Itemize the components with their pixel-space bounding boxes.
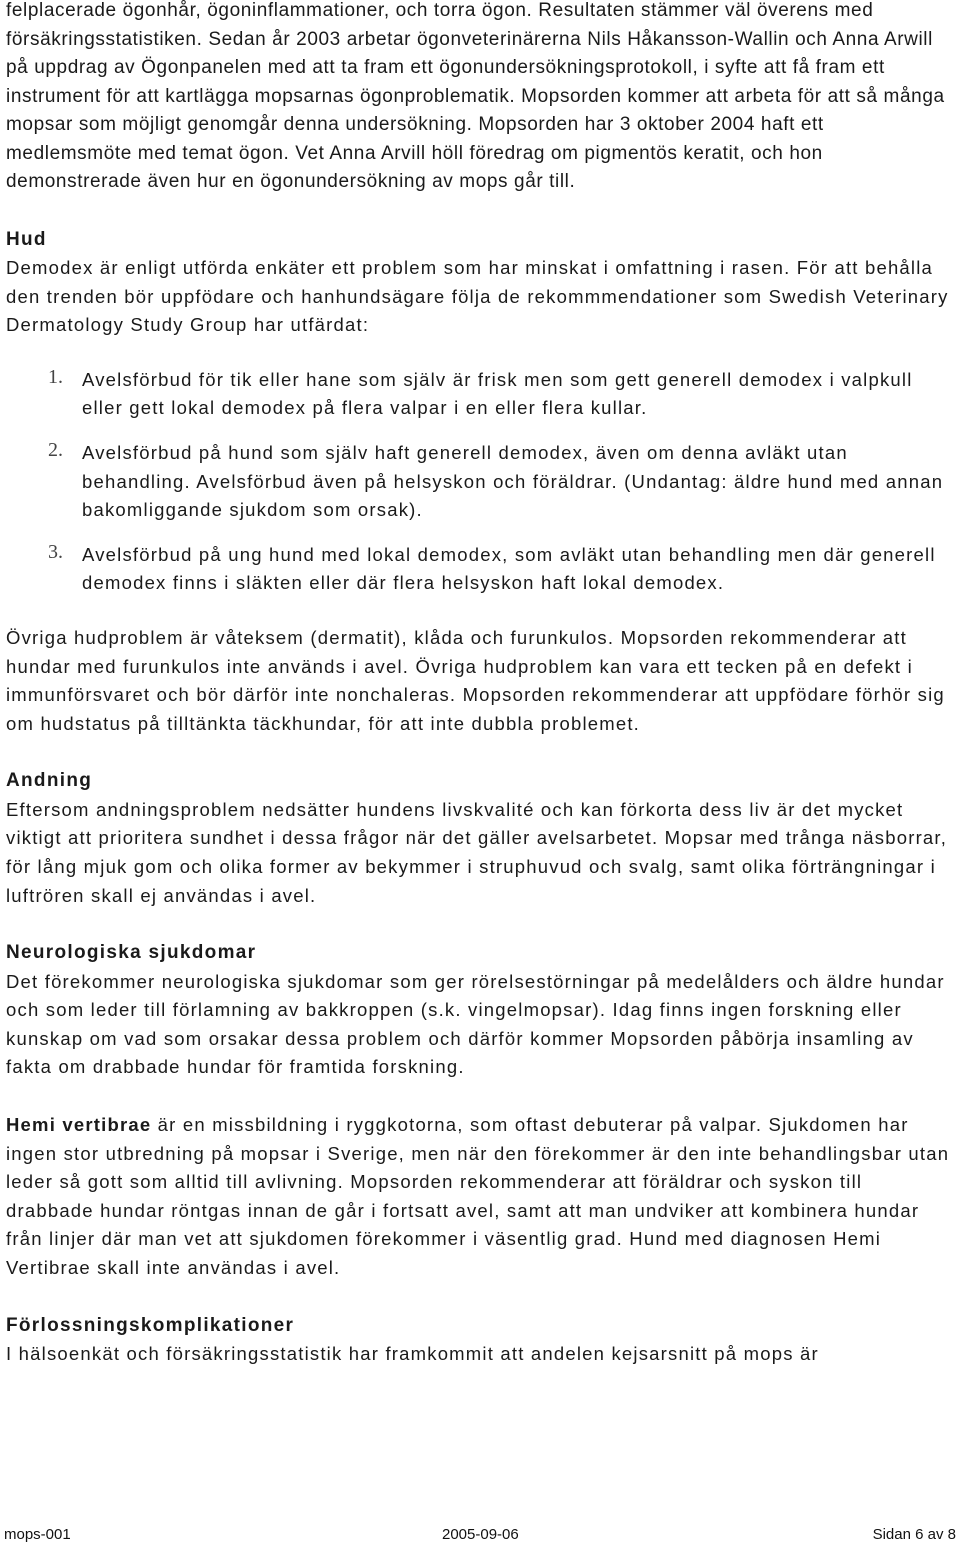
forlossning-paragraph: I hälsoenkät och försäkringsstatistik har framkommit att andelen kejsarsnitt på mops är bbox=[6, 1343, 819, 1365]
heading-neurologiska-sjukdomar: Neurologiska sjukdomar bbox=[6, 942, 257, 964]
heading-forlossningskomplikationer: Förlossningskomplikationer bbox=[6, 1314, 295, 1336]
section-neurologiska-sjukdomar bbox=[6, 939, 954, 1082]
section-hud bbox=[6, 226, 954, 739]
heading-andning: Andning bbox=[6, 770, 93, 792]
section-forlossningskomplikationer bbox=[6, 1312, 954, 1369]
list-item-number: 2. bbox=[48, 438, 63, 461]
section-andning bbox=[6, 767, 954, 910]
hemi-vertibrae-text: är en missbildning i ryggkotorna, som oftast debuterar på valpar. Sjukdomen har ingen stor utbredning på mopsar i Sverige, men när den förekommer är den inte behandlingsbar utan leder så gott som alltid till avlivning. Mopsorden rekommenderar att föräldrar och syskon till drabbade hundar röntgas innan de går i fortsatt avel, samt att man undviker att kombinera hundar från linjer där man vet att sjukdomen förekommer i väsentlig grad. Hund med diagnosen Hemi Vertibrae skall inte användas i avel. bbox=[6, 1114, 950, 1279]
footer-date: 2005-09-06 bbox=[442, 1526, 519, 1543]
list-item bbox=[6, 439, 954, 525]
section-hemi-vertibrae bbox=[6, 1111, 954, 1283]
page-footer bbox=[4, 1526, 956, 1546]
list-item-text: Avelsförbud för tik eller hane som själv är frisk men som gett generell demodex i valpkull eller gett lokal demodex på flera valpar i en eller flera kullar. bbox=[82, 368, 913, 419]
list-item bbox=[6, 366, 954, 423]
hud-intro-paragraph: Demodex är enligt utförda enkäter ett problem som har minskat i omfattning i rasen. För att behålla den trenden bör uppfödare och hanhundsägare följa de rekommmendationer som Swedish Veterinary Dermatology Study Group har utfärdat: bbox=[6, 257, 949, 336]
list-item-text: Avelsförbud på ung hund med lokal demodex, som avläkt utan behandling men där generell demodex finns i släkten eller där flera helsyskon haft lokal demodex. bbox=[82, 543, 936, 594]
andning-paragraph: Eftersom andningsproblem nedsätter hundens livskvalité och kan förkorta dess liv är det mycket viktigt att prioritera sundhet i dessa frågor när det gäller avelsarbetet. Mopsar med trånga näsborrar, för lång mjuk gom och olika former av bekymmer i struphuvud och svalg, samt olika förträngningar i luftrören skall ej användas i avel. bbox=[6, 798, 948, 906]
hud-outro-paragraph: Övriga hudproblem är våteksem (dermatit), klåda och furunkulos. Mopsorden rekommenderar att hundar med furunkulos inte används i avel. Övriga hudproblem kan vara ett tecken på en defekt i immunförsvaret och bör därför inte nonchaleras. Mopsorden rekommenderar att uppfödare förhör sig om hudstatus på tilltänkta täckhundar, för att inte dubbla problemet. bbox=[6, 626, 945, 734]
list-item-text: Avelsförbud på hund som själv haft generell demodex, även om denna avläkt utan behandling. Avelsförbud även på helsyskon och föräldrar. (Undantag: äldre hund med annan bakomliggande sjukdom som orsak). bbox=[82, 441, 944, 521]
intro-paragraph: felplacerade ögonhår, ögoninflammationer, och torra ögon. Resultaten stämmer väl överens med försäkringsstatistiken. Sedan år 2003 arbetar ögonveterinärerna Nils Håkansson-Wallin och Anna Arwill på uppdrag av Ögonpanelen med att ta fram ett ögonundersökningsprotokoll, i syfte att få fram ett instrument för att kartlägga mopsarnas ögonproblematik. Mopsorden kommer att arbeta för att så många mopsar som möjligt genomgår denna undersökning. Mopsorden har 3 oktober 2004 haft ett medlemsmöte med temat ögon. Vet Anna Arvill höll föredrag om pigmentös keratit, och hon demonstrerade även hur en ögonundersökning av mops går till. bbox=[6, 0, 945, 192]
footer-page-number: Sidan 6 av 8 bbox=[872, 1526, 956, 1543]
list-item-number: 3. bbox=[48, 540, 63, 563]
footer-document-id: mops-001 bbox=[4, 1526, 71, 1543]
hemi-vertibrae-term: Hemi vertibrae bbox=[6, 1114, 152, 1136]
document-page bbox=[6, 0, 954, 1369]
list-item-number: 1. bbox=[48, 365, 63, 388]
neurologiska-paragraph: Det förekommer neurologiska sjukdomar som ger rörelsestörningar på medelålders och äldre hundar och som leder till förlamning av bakkroppen (s.k. vingelmopsar). Idag finns ingen forskning eller kunskap om vad som orsakar dessa problem och därför kommer Mopsorden påbörja insamling av fakta om drabbade hundar för framtida forskning. bbox=[6, 970, 945, 1078]
heading-hud: Hud bbox=[6, 228, 47, 250]
hemi-vertibrae-paragraph bbox=[6, 1111, 954, 1283]
list-item bbox=[6, 541, 954, 598]
hud-recommendation-list bbox=[6, 366, 954, 598]
